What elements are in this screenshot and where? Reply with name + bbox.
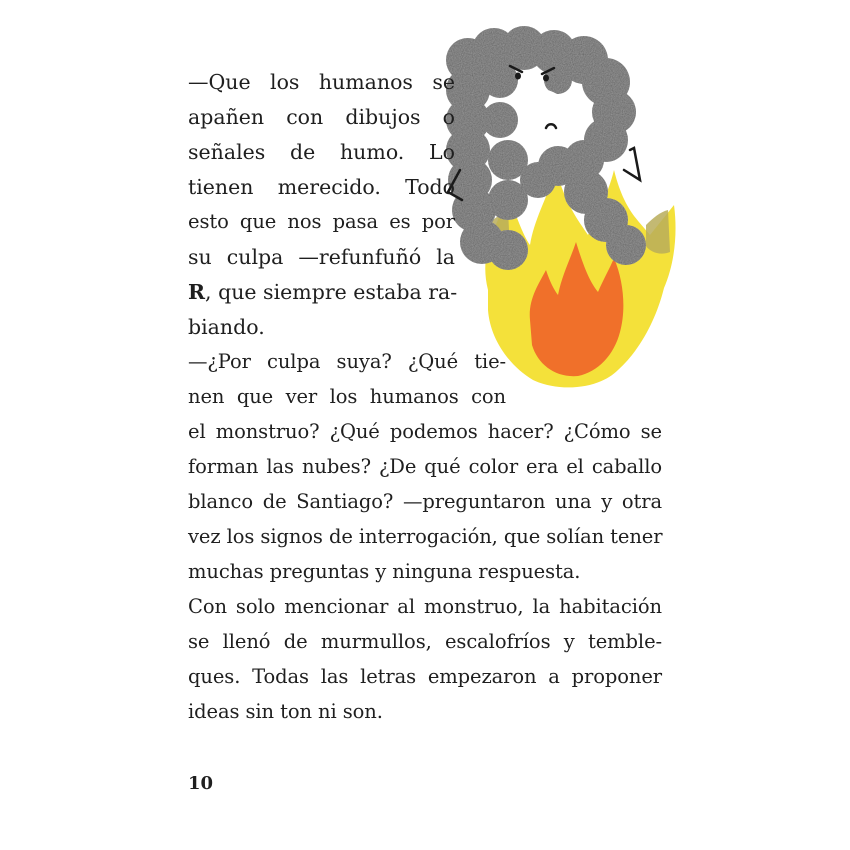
text-line: biando. — [188, 315, 265, 339]
text-line: ques. Todas las letras empezaron a proponer — [188, 665, 662, 688]
text-line: nen que ver los humanos con — [188, 385, 506, 408]
text-line: esto que nos pasa es por — [188, 210, 455, 233]
smoke-letter-r-illustration — [438, 20, 698, 400]
text-line: su culpa —refunfuñó la — [188, 245, 455, 269]
text-line: ideas sin ton ni son. — [188, 700, 383, 723]
text-line: se llenó de murmullos, escalofríos y temble- — [188, 630, 662, 653]
text-line: forman las nubes? ¿De qué color era el caballo — [188, 455, 662, 478]
text-line: apañen con dibujos o — [188, 105, 455, 129]
text-line-rest: , que siempre estaba ra- — [205, 280, 458, 304]
text-line: tienen merecido. Todo — [188, 175, 455, 199]
text-line: —¿Por culpa suya? ¿Qué tie- — [188, 350, 506, 373]
text-line: el monstruo? ¿Qué podemos hacer? ¿Cómo se — [188, 420, 662, 443]
right-arm-icon — [624, 148, 640, 180]
text-line: blanco de Santiago? —preguntaron una y otra — [188, 490, 662, 513]
text-line: vez los signos de interrogación, que solían tener — [188, 525, 663, 548]
text-line: —Que los humanos se — [188, 70, 455, 94]
text-line: muchas preguntas y ninguna respuesta. — [188, 560, 581, 583]
letter-r: R — [188, 280, 206, 304]
text-line — [188, 275, 458, 309]
text-line: señales de humo. Lo — [188, 140, 455, 164]
page-number: 10 — [188, 773, 214, 794]
text-line: Con solo mencionar al monstruo, la habitación — [188, 595, 662, 618]
